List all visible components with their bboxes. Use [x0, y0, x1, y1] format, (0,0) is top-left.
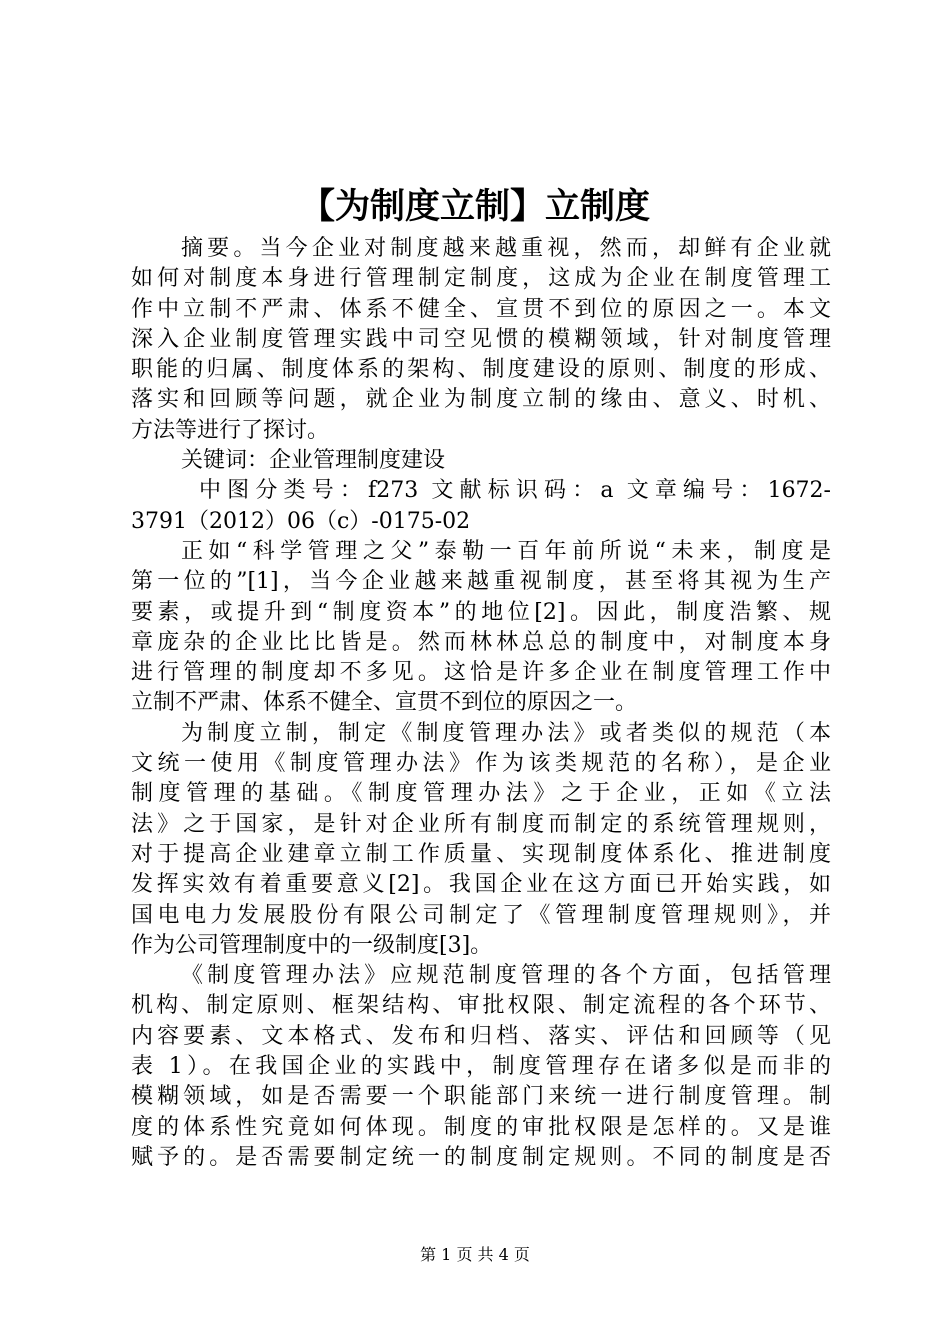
text-line: 《制度管理办法》应规范制度管理的各个方面，包括管理: [181, 963, 831, 989]
classification-line: 中图分类号：f273 文献标识码：a 文章编号：1672-: [199, 478, 831, 504]
text-line: 第一位的”[1]，当今企业越来越重视制度，甚至将其视为生产: [131, 569, 831, 595]
text-line: 制度管理的基础。《制度管理办法》之于企业，正如《立法: [131, 781, 831, 807]
text-line: 为制度立制，制定《制度管理办法》或者类似的规范（本: [181, 720, 831, 746]
text-line: 国电电力发展股份有限公司制定了《管理制度管理规则》，并: [131, 902, 831, 928]
text-line: 正如“科学管理之父”泰勒一百年前所说“未来，制度是: [181, 538, 831, 564]
text-line: 落实和回顾等问题，就企业为制度立制的缘由、意义、时机、: [131, 387, 831, 413]
text-line: 要素，或提升到“制度资本”的地位[2]。因此，制度浩繁、规: [131, 599, 831, 625]
text-line: 模糊领域，如是否需要一个职能部门来统一进行制度管理。制: [131, 1084, 831, 1110]
text-line: 法》之于国家，是针对企业所有制度而制定的系统管理规则，: [131, 811, 831, 837]
keywords-line: 关键词：企业管理制度建设: [181, 448, 446, 474]
text-line: 度的体系性究竟如何体现。制度的审批权限是怎样的。又是谁: [131, 1114, 831, 1140]
text-line: 对于提高企业建章立制工作质量、实现制度体系化、推进制度: [131, 841, 831, 867]
text-line: 深入企业制度管理实践中司空见惯的模糊领域，针对制度管理: [131, 326, 831, 352]
text-line: 职能的归属、制度体系的架构、制度建设的原则、制度的形成、: [131, 357, 831, 383]
classification-line: 3791（2012）06（c）-0175-02: [131, 508, 471, 534]
text-line: 摘要。当今企业对制度越来越重视，然而，却鲜有企业就: [181, 236, 831, 261]
document-body: [131, 234, 831, 1173]
text-line: 表 1）。在我国企业的实践中，制度管理存在诸多似是而非的: [131, 1054, 831, 1080]
text-line: 发挥实效有着重要意义[2]。我国企业在这方面已开始实践，如: [131, 872, 831, 898]
text-line: 进行管理的制度却不多见。这恰是许多企业在制度管理工作中: [131, 660, 831, 686]
text-line: 机构、制定原则、框架结构、审批权限、制定流程的各个环节、: [131, 993, 831, 1019]
text-line: 如何对制度本身进行管理制定制度，这成为企业在制度管理工: [131, 266, 831, 292]
text-line: 赋予的。是否需要制定统一的制度制定规则。不同的制度是否: [131, 1144, 831, 1170]
text-line: 内容要素、文本格式、发布和归档、落实、评估和回顾等（见: [131, 1023, 831, 1049]
text-line: 立制不严肃、体系不健全、宣贯不到位的原因之一。: [131, 690, 638, 716]
text-line: 作为公司管理制度中的一级制度[3]。: [131, 932, 493, 958]
page-footer: 第 1 页 共 4 页: [420, 1245, 530, 1264]
text-line: 方法等进行了探讨。: [131, 417, 330, 443]
page-title: 【为制度立制】立制度: [299, 187, 650, 227]
text-line: 章庞杂的企业比比皆是。然而林林总总的制度中，对制度本身: [131, 629, 831, 655]
text-line: 作中立制不严肃、体系不健全、宣贯不到位的原因之一。本文: [131, 296, 831, 322]
text-line: 文统一使用《制度管理办法》作为该类规范的名称），是企业: [131, 751, 831, 777]
